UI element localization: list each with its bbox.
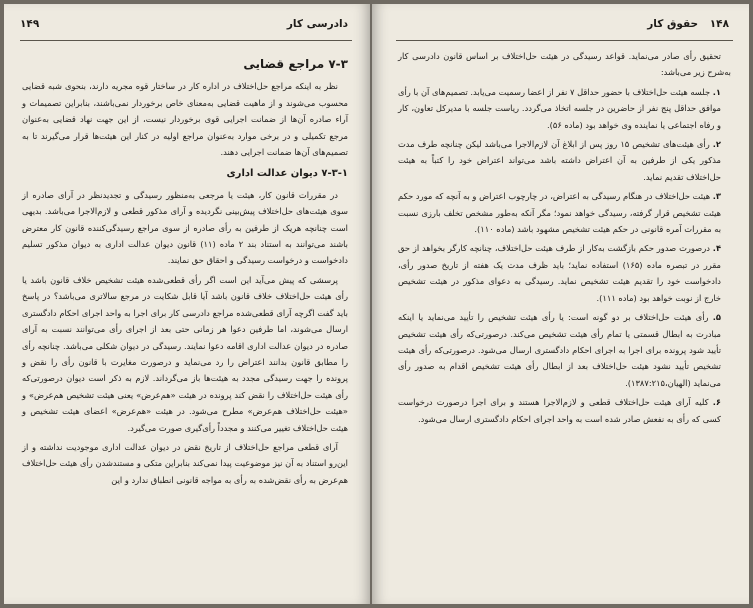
intro-paragraph: نظر به اینکه مراجع حل‌اختلاف در اداره کار در ساختار قوه مجریه دارند، بنحوی شبه قضایی محسوب می‌شوند و از ماهیت قضایی به‌معنای خاص برخوردار نمی‌باشند، بنابراین تصمیمات و آراء صادره آن‌ها از ضمانت اجرایی قوی برخوردار نیست، از این جهت نهاد قضایی به‌عنوان مرجع تکمیلی و در برخی موارد به‌عنوان مراجع اولیه در کنار این هیئت‌ها قرار می‌گیرند تا به تصمیم‌های آن‌ها ضمانت اجرایی دهند.: [22, 81, 348, 158]
body-paragraph-2: پرسشی که پیش می‌آید این است اگر رأی قطعی‌شده هیئت تشخیص خلاف قانون باشد یا رأی هیئت حل‌اختلاف خلاف قانون باشد آیا قابل شکایت در مرجع سالاتری می‌باشد؟ در پاسخ باید گفت اگرچه آرای قطعی‌شده مراجع دادرسی کار برای اجرا به واحد اجرای احکام دادگستری ارسال می‌شوند، اما طرفین دعوا هر زمانی حتی بعد از اجرای رأی می‌توانند نسبت به آرای صادره در دیوان عدالت اداری اقامه دعوا نمایند. رسیدگی در دیوان شکلی می‌باشد. چنانچه رأی را مطابق قانون بدانند اعتراض را رد می‌نماید و درصورت مغایرت با قانون رأی را نقض و پرونده را جهت رسیدگی مجدد به هیئت‌ها باز می‌گرداند. لازم به ذکر است دیوان درصورتی‌که رأی هیئت حل‌اختلاف را نقض کند پرونده در هیئت «هم‌عرض» یعنی هیئت تشخیص هم‌عرض» و «هیئت حل‌اختلاف هم‌عرض» مطرح می‌شود. در هیئت «هم‌عرض» اعضای هیئت تشخیص و هیئت حل‌اختلاف تغییر می‌کنند و مجدداً رأی‌گیری صورت می‌گیرد.: [22, 274, 348, 433]
list-item: ۵. رأی هیئت حل‌اختلاف بر دو گونه است: یا رأی هیئت تشخیص را تأیید می‌نماید یا اینکه مبادرت به ابطال قسمتی یا تمام رأی هیئت تشخیص می‌کند. درصورتی‌که رأی هیئت تشخیص تأیید شود پرونده برای اجرا به اجرای احکام دادگستری ارسال می‌شود. درصورتی‌که رأی هیئت تشخیص تأیید نشود هیئت حل‌اختلاف بعد از ابطال رأی هیئت تشخیص اقدام به صدور رأی می‌نماید (الهیان،۱۳۸۷:۲۱۵).: [398, 312, 721, 388]
list-item: ۶. کلیه آرای هیئت حل‌اختلاف قطعی و لازم‌الاجرا هستند و برای اجرا درصورت درخواست کسی که رأی به نفعش صادر شده است به واحد اجرای احکام دادگستری ارسال می‌شود.: [398, 397, 721, 424]
subsection-heading: ۷-۳-۱ دیوان عدالت اداری: [226, 168, 348, 180]
list-item: ۲. رأی هیئت‌های تشخیص ۱۵ روز پس از ابلاغ آن لازم‌الاجرا می‌باشد لیکن چنانچه طرف مدت مذکور یکی از طرفین به آن اعتراض داشته باشد می‌تواند اعتراض خود را کتباً به هیئت حل‌اختلاف تقدیم نماید.: [398, 139, 721, 182]
page-number: ۱۴۹: [20, 18, 40, 30]
running-title: دادرسی کار: [286, 18, 348, 30]
body-paragraph-1: در مقررات قانون کار، هیئت یا مرجعی به‌منظور رسیدگی و تجدیدنظر در آرای صادره از سوی هیئت‌های حل‌اختلاف پیش‌بینی نگردیده و آرای مذکور قطعی و لازم‌الاجرا می‌باشد. بدیهی است چنانچه هریک از طرفین به رأی صادره از سوی مراجع رسیدگی‌کننده قانون کار معترض باشند می‌توانند به استناد بند ۲ ماده (۱۱) قانون دیوان عدالت اداری به دیوان مذکور تسلیم دادخواست و درخواست رسیدگی و احقاق حق نمایند.: [22, 189, 348, 266]
intro-paragraph: تحقیق رأی صادر می‌نماید. قواعد رسیدگی در هیئت حل‌اختلاف بر اساس قانون دادرسی کار به‌شرح زیر می‌باشد:: [398, 51, 731, 78]
list-item: ۴. درصورت صدور حکم بازگشت به‌کار از طرف هیئت حل‌اختلاف، چنانچه کارگر بخواهد از حق مقرر در تبصره ماده (۱۶۵) استفاده نماید؛ باید ظرف مدت یک هفته از تاریخ صدور رأی، دادخواست خود را تقدیم هیئت تشخیص نماید. رسیدگی به دعوای مذکور در هیئت تشخیص خارج از نوبت خواهد بود (ماده ۱۱۱).: [398, 243, 722, 303]
section-heading: ۷-۳ مراجع قضایی: [243, 57, 348, 71]
rules-list: [398, 84, 731, 427]
left-page-body: [22, 54, 348, 491]
running-title: حقوق کار: [647, 18, 699, 30]
right-page-body: [398, 48, 731, 430]
page-header: [20, 18, 352, 30]
list-item: ۳. هیئت حل‌اختلاف در هنگام رسیدگی به اعتراض، در چارچوب اعتراض و به آنچه که مورد حکم هیئت تشخیص قرار گرفته، رسیدگی خواهد نمود؛ مگر آنکه به‌طور مشخص تخلف بارزی نسبت به مقررات آمره قانونی در حکم هیئت تشخیص مشهود باشد (ماده ۱۱۰).: [398, 191, 721, 235]
left-page: [4, 4, 370, 604]
header-rule: [396, 40, 733, 41]
page-number: ۱۴۸: [709, 18, 729, 30]
body-paragraph-3: آرای قطعی مراجع حل‌اختلاف از تاریخ نقض در دیوان عدالت اداری موجودیت نداشته و از این‌رو استناد به آن نیز موضوعیت پیدا نمی‌کند بنابراین متکی و مستندشدن رأی هیئت حل‌اختلاف هم‌عرض به رأی نقض‌شده به رأی به مواجه قانونی انطباق ندارد و این: [22, 441, 348, 485]
right-page: [372, 4, 749, 604]
list-item: ۱. جلسه هیئت حل‌اختلاف با حضور حداقل ۷ نفر از اعضا رسمیت می‌یابد. تصمیم‌های آن با رأی موافق حداقل پنج نفر از حاضرین در جلسه اتخاذ می‌گردد. ریاست جلسه با مدیرکل تعاون، کار و رفاه اجتماعی یا نماینده وی خواهد بود (ماده ۵۶).: [398, 86, 721, 130]
page-header: [396, 18, 733, 30]
header-rule: [20, 40, 352, 41]
